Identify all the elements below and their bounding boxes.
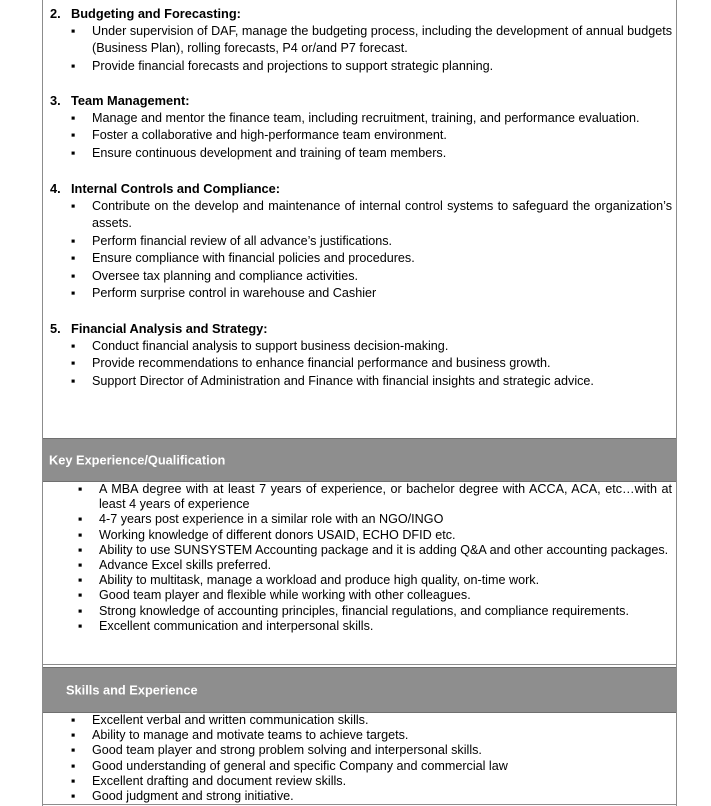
- list-item: ▪ Perform financial review of all advance’s justifications.: [50, 233, 672, 251]
- bullet-icon: ▪: [78, 588, 83, 603]
- bullet-icon: ▪: [71, 23, 76, 38]
- section-number: 3.: [50, 93, 61, 108]
- bullet-icon: ▪: [71, 743, 76, 758]
- skills-header: [43, 667, 676, 713]
- section-title: [50, 320, 672, 338]
- list-item: ▪ Provide recommendations to enhance financial performance and business growth.: [50, 355, 672, 373]
- bullet-icon: ▪: [71, 198, 76, 213]
- bullet-icon: ▪: [71, 713, 76, 727]
- list-item: ▪ Ensure compliance with financial policies and procedures.: [50, 250, 672, 268]
- bullet-icon: ▪: [78, 482, 83, 496]
- list-item: ▪ Contribute on the develop and maintenance of internal control systems to safeguard the organization’s assets.: [71, 198, 672, 230]
- section-heading: Internal Controls and Compliance:: [71, 181, 281, 196]
- key-experience-header: [43, 438, 676, 482]
- bullet-icon: ▪: [71, 773, 76, 788]
- bullet-icon: ▪: [71, 110, 76, 125]
- skills-section: [50, 713, 672, 804]
- bullet-icon: ▪: [78, 618, 83, 633]
- list-item: ▪ Manage and mentor the finance team, including recruitment, training, and performance evaluation.: [50, 110, 672, 128]
- bullet-list: [50, 23, 672, 76]
- section-heading: Financial Analysis and Strategy:: [71, 321, 268, 336]
- bullet-list: [50, 198, 672, 303]
- section-internal-controls: [50, 180, 672, 303]
- list-item: ▪ Support Director of Administration and Finance with financial insights and strategic advice.: [50, 373, 672, 391]
- key-experience-section: [57, 482, 672, 634]
- list-item: ▪ Excellent verbal and written communication skills.: [71, 713, 369, 727]
- bullet-icon: ▪: [71, 145, 76, 160]
- bullet-icon: ▪: [71, 286, 76, 300]
- divider: [43, 664, 676, 665]
- bullet-icon: ▪: [71, 758, 76, 773]
- list-item: ▪ Ensure continuous development and training of team members.: [50, 145, 672, 163]
- bullet-icon: ▪: [71, 233, 76, 248]
- bullet-icon: ▪: [71, 128, 76, 142]
- section-financial-analysis: [50, 320, 672, 390]
- section-title: [50, 180, 672, 198]
- list-item: ▪ Excellent communication and interpersonal skills.: [78, 618, 374, 633]
- list-item: ▪ Foster a collaborative and high-performance team environment.: [50, 127, 672, 145]
- list-item: ▪ Good team player and flexible while working with other colleagues.: [78, 588, 471, 603]
- section-team-management: [50, 92, 672, 162]
- section-title: [50, 92, 672, 110]
- bullet-icon: ▪: [71, 58, 76, 73]
- bullet-list: [50, 713, 672, 804]
- bullet-icon: ▪: [71, 356, 76, 370]
- section-heading: Budgeting and Forecasting:: [71, 6, 241, 21]
- list-item: ▪ Good judgment and strong initiative.: [71, 789, 294, 804]
- bullet-icon: ▪: [71, 789, 76, 804]
- list-item: ▪ Ability to manage and motivate teams to achieve targets.: [71, 728, 409, 743]
- list-item: ▪ Ability to multitask, manage a workload and produce high quality, on-time work.: [78, 573, 540, 588]
- section-budgeting: [50, 5, 672, 75]
- bullet-list: [50, 110, 672, 163]
- bullet-icon: ▪: [71, 338, 76, 353]
- list-item: ▪ Working knowledge of different donors USAID, ECHO DFID etc.: [78, 527, 456, 542]
- bullet-icon: ▪: [78, 542, 83, 557]
- section-number: 4.: [50, 181, 61, 196]
- bullet-icon: ▪: [78, 573, 83, 588]
- list-item: ▪ Good team player and strong problem solving and interpersonal skills.: [71, 743, 482, 758]
- list-item: ▪ Strong knowledge of accounting principles, financial regulations, and compliance requirements.: [78, 603, 629, 618]
- key-experience-heading: Key Experience/Qualification: [49, 452, 226, 468]
- bullet-icon: ▪: [71, 251, 76, 265]
- section-number: 5.: [50, 321, 61, 336]
- list-item: ▪ Good understanding of general and specific Company and commercial law: [71, 758, 508, 773]
- section-heading: Team Management:: [71, 93, 190, 108]
- bullet-icon: ▪: [71, 268, 76, 283]
- list-item: ▪ Advance Excel skills preferred.: [78, 558, 272, 573]
- bullet-icon: ▪: [71, 373, 76, 388]
- list-item: ▪ Under supervision of DAF, manage the budgeting process, including the development of annual budgets (Business Plan), rolling forecasts, P4 or/and P7 forecast.: [71, 23, 672, 55]
- bullet-icon: ▪: [78, 512, 83, 527]
- list-item: ▪ Oversee tax planning and compliance activities.: [50, 268, 672, 286]
- section-title: [50, 5, 672, 23]
- list-item: ▪ 4-7 years post experience in a similar role with an NGO/INGO: [78, 512, 444, 527]
- bullet-icon: ▪: [78, 603, 83, 618]
- list-item: ▪ Provide financial forecasts and projections to support strategic planning.: [50, 58, 672, 76]
- list-item: ▪ Conduct financial analysis to support business decision-making.: [50, 338, 672, 356]
- list-item: ▪ Excellent drafting and document review skills.: [71, 773, 347, 788]
- bullet-icon: ▪: [71, 728, 76, 743]
- list-item: ▪ Ability to use SUNSYSTEM Accounting package and it is adding Q&A and other accounting packages.: [78, 542, 669, 557]
- bullet-icon: ▪: [78, 527, 83, 542]
- list-item: ▪ A MBA degree with at least 7 years of experience, or bachelor degree with ACCA, ACA, etc…with at least 4 years of experience: [78, 482, 672, 512]
- bullet-list: [57, 482, 672, 634]
- bullet-icon: ▪: [78, 558, 83, 573]
- list-item: ▪ Perform surprise control in warehouse and Cashier: [50, 285, 672, 303]
- section-number: 2.: [50, 6, 61, 21]
- bullet-list: [50, 338, 672, 391]
- skills-heading: Skills and Experience: [66, 682, 198, 698]
